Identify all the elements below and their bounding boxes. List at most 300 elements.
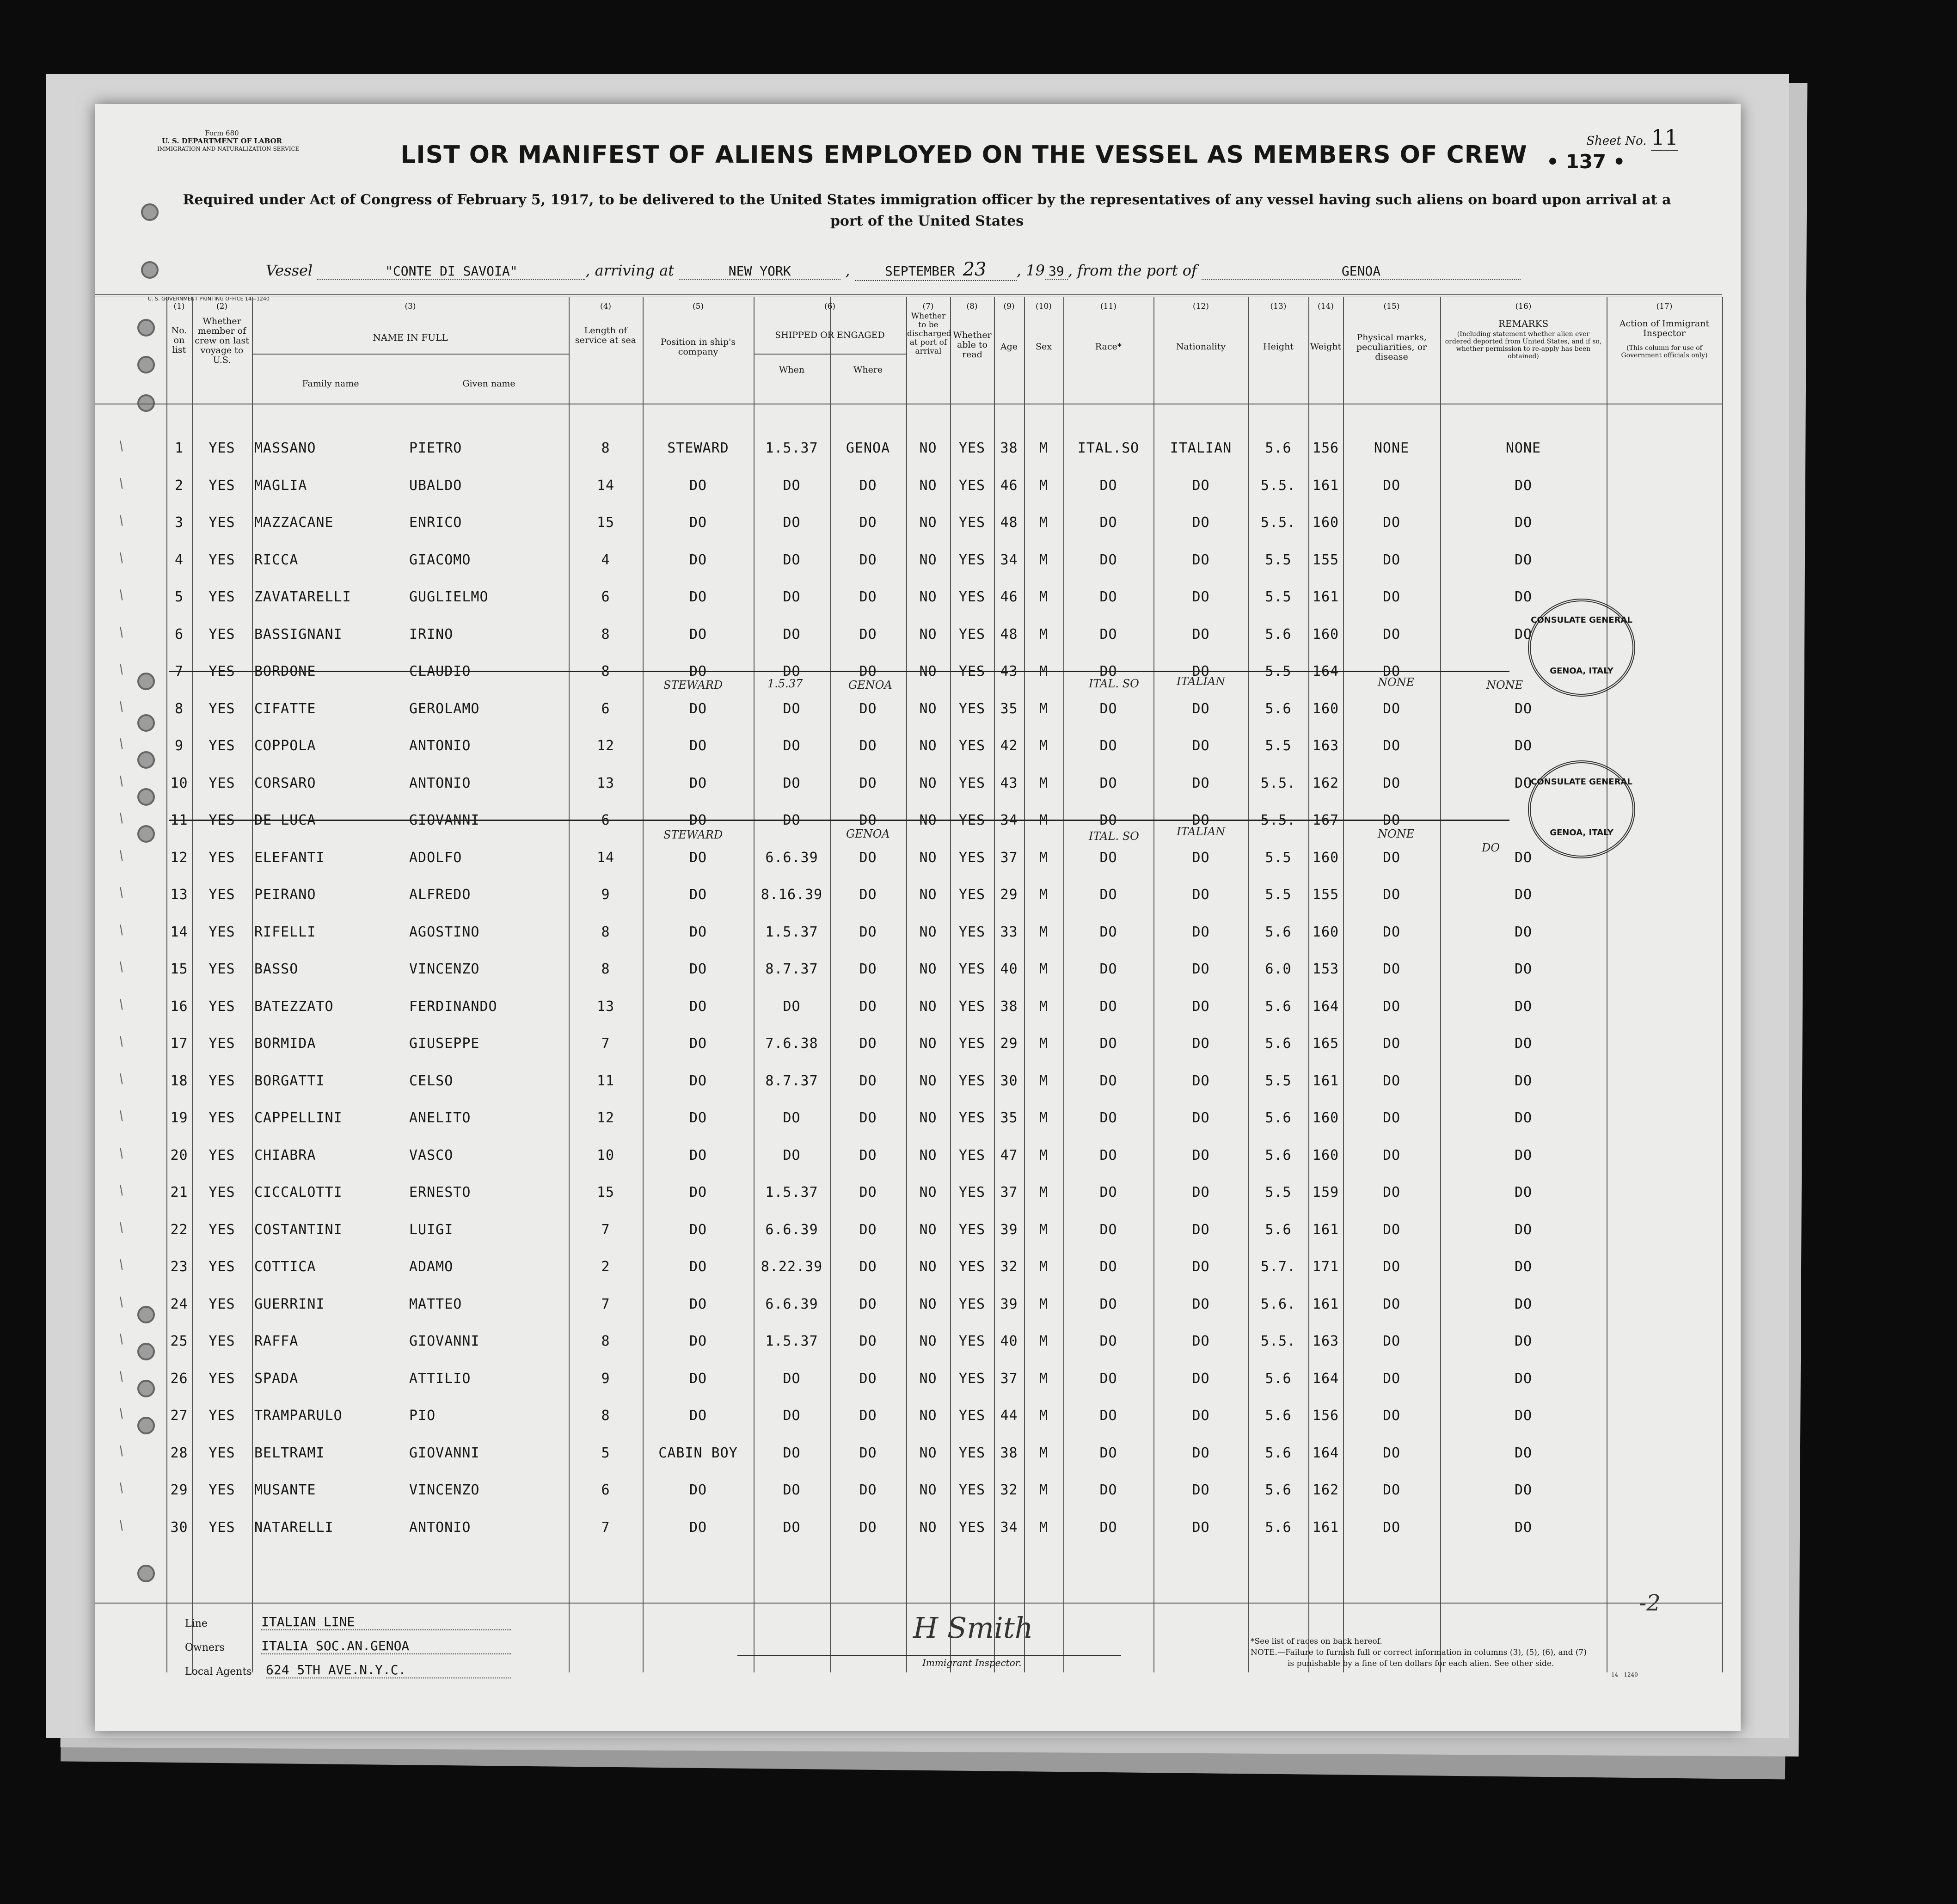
family-name-cell: NATARELLI (254, 1519, 334, 1536)
check-mark: / (114, 1331, 129, 1347)
remarks-cell: DO (1514, 1333, 1533, 1349)
nationality-cell: DO (1192, 1147, 1210, 1163)
age-cell: 29 (1000, 1035, 1018, 1052)
able-to-read-cell: YES (958, 1110, 986, 1126)
prev-voyage-cell: YES (209, 849, 235, 866)
physical-marks-cell: NONE (1374, 440, 1410, 456)
vessel-line: Vessel "CONTE DI SAVOIA" , arriving at NEW YORK , SEPTEMBER 23 , 19 39 , from the port of GENOA (266, 259, 1676, 287)
nationality-cell: DO (1192, 514, 1210, 531)
prev-voyage-cell: YES (209, 812, 235, 828)
given-name-cell: GEROLAMO (409, 700, 480, 717)
family-name-cell: ZAVATARELLI (254, 589, 351, 605)
shipped-when-cell: DO (783, 1482, 801, 1498)
check-mark: / (114, 1368, 129, 1384)
remarks-cell: DO (1514, 887, 1533, 903)
table-row (95, 1137, 1722, 1175)
inspector-label: Immigrant Inspector. (922, 1657, 1022, 1668)
check-mark: / (114, 922, 129, 938)
race-cell: DO (1099, 1110, 1117, 1126)
race-cell: DO (1099, 1221, 1117, 1238)
check-mark: / (114, 698, 129, 715)
able-to-read-cell: YES (958, 551, 986, 568)
table-row (95, 1397, 1722, 1435)
weight-cell: 153 (1312, 961, 1339, 977)
annotation-r7-where: GENOA (848, 679, 892, 692)
nationality-cell: DO (1192, 551, 1210, 568)
table-row (95, 504, 1722, 542)
table-row (95, 988, 1722, 1026)
column-rule (1722, 297, 1723, 1672)
prev-voyage-cell: YES (209, 775, 235, 791)
remarks-cell: DO (1514, 626, 1533, 643)
column-number: (15) (1383, 302, 1400, 311)
age-cell: 43 (1000, 663, 1018, 680)
able-to-read-cell: YES (958, 961, 986, 977)
printing-office-note: U. S. GOVERNMENT PRINTING OFFICE 14—1240 (148, 296, 270, 302)
height-cell: 5.6 (1265, 1408, 1292, 1424)
annotation-r7-remarks: NONE (1486, 679, 1523, 692)
given-name-cell: FERDINANDO (409, 998, 497, 1015)
race-cell: DO (1099, 1296, 1117, 1312)
given-name-cell: CLAUDIO (409, 663, 471, 680)
shipped-where-cell: DO (859, 700, 877, 717)
sex-cell: M (1039, 961, 1049, 977)
annotation-r7-nationality: ITALIAN (1177, 675, 1226, 688)
able-to-read-cell: YES (958, 663, 986, 680)
able-to-read-cell: YES (958, 700, 986, 717)
service-name: IMMIGRATION AND NATURALIZATION SERVICE (157, 146, 300, 152)
shipped-when-cell: DO (783, 551, 801, 568)
sex-cell: M (1039, 1333, 1049, 1349)
race-cell: DO (1099, 663, 1117, 680)
weight-cell: 155 (1312, 551, 1339, 568)
able-to-read-cell: YES (958, 812, 986, 828)
nationality-cell: DO (1192, 887, 1210, 903)
service-length-cell: 8 (601, 663, 610, 680)
shipped-where-cell: DO (859, 1221, 877, 1238)
form-number: Form 680 (205, 129, 239, 137)
shipped-when-cell: 8.22.39 (761, 1259, 823, 1275)
sex-cell: M (1039, 1408, 1049, 1424)
sex-cell: M (1039, 738, 1049, 754)
arrival-year: 39 (1045, 263, 1068, 280)
table-row (95, 467, 1722, 505)
weight-cell: 164 (1312, 1445, 1339, 1461)
physical-marks-cell: DO (1382, 775, 1401, 791)
row-number: 19 (170, 1110, 188, 1126)
remarks-cell: DO (1514, 700, 1533, 717)
given-name-cell: AGOSTINO (409, 924, 480, 940)
header-prev-voyage: Whether member of crew on last voyage to U.S. (195, 316, 249, 365)
age-cell: 30 (1000, 1072, 1018, 1089)
weight-cell: 160 (1312, 514, 1339, 531)
age-cell: 43 (1000, 775, 1018, 791)
check-mark: / (114, 959, 129, 975)
shipped-where-cell: DO (859, 924, 877, 940)
shipped-when-cell: DO (783, 1370, 801, 1387)
shipped-where-cell: DO (859, 514, 877, 531)
check-mark: / (114, 661, 129, 677)
discharged-cell: NO (919, 589, 937, 605)
nationality-cell: DO (1192, 1221, 1210, 1238)
race-cell: DO (1099, 1259, 1117, 1275)
sex-cell: M (1039, 924, 1049, 940)
page-title: LIST OR MANIFEST OF ALIENS EMPLOYED ON THE VESSEL AS MEMBERS OF CREW (400, 141, 1528, 169)
shipped-where-cell: DO (859, 1072, 877, 1089)
shipped-when-cell: 1.5.37 (765, 1184, 818, 1200)
binder-hole (137, 1565, 155, 1582)
given-name-cell: GUGLIELMO (409, 589, 489, 605)
race-cell: DO (1099, 700, 1117, 717)
family-name-cell: COTTICA (254, 1259, 316, 1275)
weight-cell: 160 (1312, 626, 1339, 643)
position-cell: STEWARD (667, 440, 729, 456)
shipped-where-cell: DO (859, 1184, 877, 1200)
given-name-cell: ENRICO (409, 514, 462, 531)
sex-cell: M (1039, 1221, 1049, 1238)
race-cell: DO (1099, 849, 1117, 866)
header-age: Age (1000, 342, 1018, 352)
row-number: 23 (170, 1259, 188, 1275)
prev-voyage-cell: YES (209, 1482, 235, 1498)
discharged-cell: NO (919, 551, 937, 568)
shipped-when-cell: DO (783, 1445, 801, 1461)
nationality-cell: DO (1192, 812, 1210, 828)
physical-marks-cell: DO (1382, 663, 1401, 680)
weight-cell: 160 (1312, 924, 1339, 940)
shipped-when-cell: 1.5.37 (765, 440, 818, 456)
table-row (95, 765, 1722, 802)
row-number: 20 (170, 1147, 188, 1163)
sex-cell: M (1039, 700, 1049, 717)
annotation-r7-race: ITAL. SO (1089, 677, 1139, 690)
shipped-where-cell: DO (859, 1482, 877, 1498)
given-name-cell: CELSO (409, 1072, 454, 1089)
nationality-cell: DO (1192, 1445, 1210, 1461)
nationality-cell: DO (1192, 1259, 1210, 1275)
given-name-cell: UBALDO (409, 477, 462, 494)
seal-bottom-text: GENOA, ITALY (1550, 666, 1613, 676)
age-cell: 44 (1000, 1408, 1018, 1424)
given-name-cell: GIUSEPPE (409, 1035, 480, 1052)
shipped-when-cell: 7.6.38 (765, 1035, 818, 1052)
service-length-cell: 9 (601, 887, 610, 903)
able-to-read-cell: YES (958, 998, 986, 1015)
shipped-when-cell: DO (783, 1147, 801, 1163)
shipped-when-cell: DO (783, 663, 801, 680)
position-cell: DO (689, 663, 707, 680)
row-number: 15 (170, 961, 188, 977)
nationality-cell: DO (1192, 1519, 1210, 1536)
given-name-cell: ADOLFO (409, 849, 462, 866)
table-row (95, 802, 1722, 839)
sex-cell: M (1039, 849, 1049, 866)
service-length-cell: 14 (596, 849, 615, 866)
header-race: Race* (1095, 342, 1122, 352)
column-number: (7) (922, 302, 934, 311)
sex-cell: M (1039, 1035, 1049, 1052)
service-length-cell: 2 (601, 1259, 610, 1275)
given-name-cell: ATTILIO (409, 1370, 471, 1387)
header-rule (95, 294, 1722, 296)
header-physical-marks: Physical marks, peculiarities, or disease (1356, 332, 1427, 362)
header-discharged: Whether to be discharged at port of arrival (907, 312, 951, 356)
prev-voyage-cell: YES (209, 626, 235, 643)
position-cell: DO (689, 1408, 707, 1424)
column-number: (11) (1100, 302, 1117, 311)
position-cell: DO (689, 1184, 707, 1200)
physical-marks-cell: DO (1382, 924, 1401, 940)
physical-marks-cell: DO (1382, 514, 1401, 531)
row-number: 30 (170, 1519, 188, 1536)
header-shipped-where: Where (853, 365, 883, 375)
race-cell: ITAL.SO (1077, 440, 1140, 456)
check-mark: / (114, 847, 129, 863)
table-row (95, 728, 1722, 765)
table-row (95, 691, 1722, 728)
form-code: 14—1240 (1611, 1671, 1638, 1678)
given-name-cell: ADAMO (409, 1259, 454, 1275)
row-number: 5 (174, 589, 184, 605)
table-row (95, 876, 1722, 914)
height-cell: 5.5 (1265, 663, 1292, 680)
manifest-footer (95, 1590, 1722, 1701)
header-sex: Sex (1036, 342, 1052, 352)
header-position: Position in ship's company (660, 337, 736, 357)
discharged-cell: NO (919, 1184, 937, 1200)
physical-marks-cell: DO (1382, 1259, 1401, 1275)
check-mark: / (114, 624, 129, 640)
position-cell: DO (689, 775, 707, 791)
family-name-cell: BORMIDA (254, 1035, 316, 1052)
position-cell: DO (689, 551, 707, 568)
table-bottom-rule (95, 1603, 1722, 1604)
prev-voyage-cell: YES (209, 1333, 235, 1349)
table-row (95, 951, 1722, 988)
discharged-cell: NO (919, 998, 937, 1015)
shipped-where-cell: DO (859, 849, 877, 866)
table-row (95, 1212, 1722, 1249)
remarks-cell: DO (1514, 1408, 1533, 1424)
position-cell: DO (689, 589, 707, 605)
sex-cell: M (1039, 1259, 1049, 1275)
weight-cell: 156 (1312, 1408, 1339, 1424)
check-mark: / (114, 736, 129, 752)
sex-cell: M (1039, 1445, 1049, 1461)
able-to-read-cell: YES (958, 924, 986, 940)
position-cell: DO (689, 514, 707, 531)
family-name-cell: RAFFA (254, 1333, 299, 1349)
weight-cell: 164 (1312, 663, 1339, 680)
age-cell: 40 (1000, 961, 1018, 977)
race-cell: DO (1099, 589, 1117, 605)
given-name-cell: GIOVANNI (409, 1333, 480, 1349)
nationality-cell: DO (1192, 1296, 1210, 1312)
physical-marks-cell: DO (1382, 477, 1401, 494)
column-number: (2) (216, 302, 228, 311)
prev-voyage-cell: YES (209, 1408, 235, 1424)
race-cell: DO (1099, 1445, 1117, 1461)
owners-value: ITALIA SOC.AN.GENOA (261, 1638, 511, 1654)
row-number: 6 (174, 626, 184, 643)
header-able-to-read: Whether able to read (953, 330, 992, 360)
remarks-cell: DO (1514, 1519, 1533, 1536)
prev-voyage-cell: YES (209, 998, 235, 1015)
shipped-where-cell: DO (859, 1296, 877, 1312)
age-cell: 37 (1000, 849, 1018, 866)
given-name-cell: ANTONIO (409, 738, 471, 754)
row-number: 27 (170, 1408, 188, 1424)
family-name-cell: BASSIGNANI (254, 626, 343, 643)
remarks-cell: DO (1514, 477, 1533, 494)
shipped-where-cell: DO (859, 663, 877, 680)
weight-cell: 161 (1312, 1072, 1339, 1089)
check-mark: / (114, 1480, 129, 1496)
column-number: (12) (1193, 302, 1209, 311)
shipped-where-cell: DO (859, 812, 877, 828)
race-cell: DO (1099, 1482, 1117, 1498)
position-cell: DO (689, 1482, 707, 1498)
sheet-number-value: 11 (1651, 125, 1678, 150)
given-name-cell: VINCENZO (409, 1482, 480, 1498)
remarks-cell: DO (1514, 849, 1533, 866)
position-cell: DO (689, 1519, 707, 1536)
check-mark: / (114, 438, 129, 454)
check-mark: / (114, 1145, 129, 1161)
weight-cell: 163 (1312, 738, 1339, 754)
row-number: 18 (170, 1072, 188, 1089)
column-number: (16) (1515, 302, 1532, 311)
given-name-cell: VINCENZO (409, 961, 480, 977)
able-to-read-cell: YES (958, 1035, 986, 1052)
nationality-cell: DO (1192, 477, 1210, 494)
remarks-cell: DO (1514, 514, 1533, 531)
able-to-read-cell: YES (958, 440, 986, 456)
nationality-cell: DO (1192, 700, 1210, 717)
check-mark: / (114, 1443, 129, 1459)
check-mark: / (114, 1071, 129, 1087)
remarks-cell: DO (1514, 998, 1533, 1015)
discharged-cell: NO (919, 626, 937, 643)
header-no-on-list: No. on list (171, 325, 187, 355)
physical-marks-cell: DO (1382, 1110, 1401, 1126)
nationality-cell: DO (1192, 998, 1210, 1015)
given-name-cell: ANTONIO (409, 1519, 471, 1536)
given-name-cell: GIOVANNI (409, 1445, 480, 1461)
shipped-when-cell: 8.7.37 (765, 961, 818, 977)
header-shipped-when: When (779, 365, 805, 375)
races-note: *See list of races on back hereof. (1251, 1637, 1382, 1646)
shipped-where-cell: DO (859, 1259, 877, 1275)
line-value: ITALIAN LINE (261, 1614, 511, 1630)
physical-marks-cell: DO (1382, 1035, 1401, 1052)
table-row (95, 1025, 1722, 1063)
position-cell: DO (689, 924, 707, 940)
table-row (95, 1323, 1722, 1360)
binder-hole (141, 203, 159, 221)
service-length-cell: 6 (601, 700, 610, 717)
shipped-when-cell: DO (783, 700, 801, 717)
annotation-r7-position: STEWARD (663, 679, 723, 692)
sex-cell: M (1039, 663, 1049, 680)
age-cell: 34 (1000, 812, 1018, 828)
column-number: (14) (1318, 302, 1334, 311)
prev-voyage-cell: YES (209, 961, 235, 977)
row-number: 7 (174, 663, 184, 680)
header-inspector-action: Action of Immigrant Inspector (1619, 318, 1710, 338)
height-cell: 5.5 (1265, 1184, 1292, 1200)
check-mark: / (114, 1182, 129, 1198)
sex-cell: M (1039, 1110, 1049, 1126)
prev-voyage-cell: YES (209, 1072, 235, 1089)
race-cell: DO (1099, 626, 1117, 643)
discharged-cell: NO (919, 1035, 937, 1052)
annotation-r11-position: STEWARD (663, 828, 723, 841)
column-number: (1) (173, 302, 185, 311)
height-cell: 5.6 (1265, 1519, 1292, 1536)
service-length-cell: 7 (601, 1296, 610, 1312)
race-cell: DO (1099, 812, 1117, 828)
weight-cell: 160 (1312, 1110, 1339, 1126)
position-cell: DO (689, 887, 707, 903)
discharged-cell: NO (919, 1072, 937, 1089)
nationality-cell: DO (1192, 1408, 1210, 1424)
position-cell: DO (689, 477, 707, 494)
family-name-cell: CHIABRA (254, 1147, 316, 1163)
weight-cell: 155 (1312, 887, 1339, 903)
line-label: Line (185, 1618, 208, 1629)
subtitle-line-1: Required under Act of Congress of February 5, 1917, to be delivered to the United States immigration officer by the representatives of any vessel having such aliens on board upon arrival at a (183, 192, 1671, 208)
family-name-cell: DE LUCA (254, 812, 316, 828)
service-length-cell: 7 (601, 1035, 610, 1052)
family-name-cell: BASSO (254, 961, 299, 977)
table-row (95, 579, 1722, 616)
age-cell: 39 (1000, 1296, 1018, 1312)
age-cell: 38 (1000, 1445, 1018, 1461)
sex-cell: M (1039, 1519, 1049, 1536)
column-number: (5) (692, 302, 704, 311)
position-cell: DO (689, 626, 707, 643)
shipped-where-cell: DO (859, 1408, 877, 1424)
shipped-when-cell: DO (783, 589, 801, 605)
height-cell: 5.5 (1265, 738, 1292, 754)
consulate-seal (1528, 760, 1635, 858)
weight-cell: 163 (1312, 1333, 1339, 1349)
position-cell: DO (689, 1221, 707, 1238)
able-to-read-cell: YES (958, 887, 986, 903)
nationality-cell: DO (1192, 1370, 1210, 1387)
physical-marks-cell: DO (1382, 1482, 1401, 1498)
position-cell: DO (689, 961, 707, 977)
height-cell: 5.5. (1260, 477, 1296, 494)
column-number: (10) (1036, 302, 1052, 311)
able-to-read-cell: YES (958, 1259, 986, 1275)
shipped-where-cell: DO (859, 1035, 877, 1052)
race-cell: DO (1099, 887, 1117, 903)
check-mark: / (114, 550, 129, 566)
physical-marks-cell: DO (1382, 551, 1401, 568)
weight-cell: 167 (1312, 812, 1339, 828)
physical-marks-cell: DO (1382, 1408, 1401, 1424)
discharged-cell: NO (919, 775, 937, 791)
shipped-when-cell: DO (783, 626, 801, 643)
height-cell: 5.6 (1265, 924, 1292, 940)
given-name-cell: ANELITO (409, 1110, 471, 1126)
able-to-read-cell: YES (958, 1072, 986, 1089)
owners-label: Owners (185, 1642, 225, 1653)
vessel-name: "CONTE DI SAVOIA" (317, 263, 585, 280)
discharged-cell: NO (919, 924, 937, 940)
